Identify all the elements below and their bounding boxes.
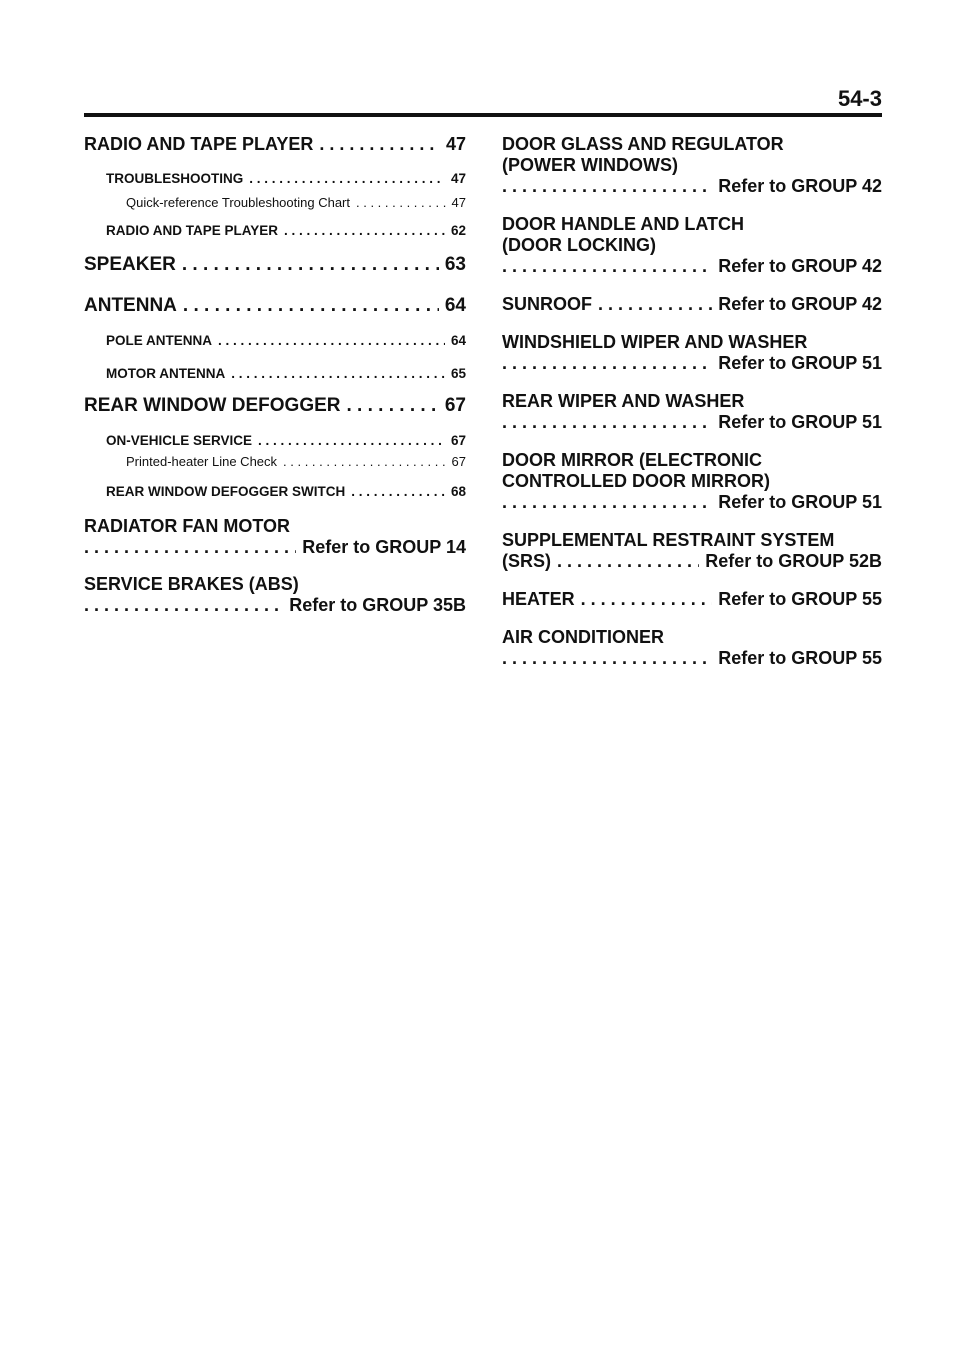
dot-leader [502, 176, 712, 197]
dot-leader [84, 595, 283, 616]
toc-ref-title: (POWER WINDOWS) [502, 155, 678, 175]
toc-ref-line [502, 176, 882, 197]
toc-entry[interactable] [84, 134, 466, 155]
toc-ref-line [502, 589, 882, 610]
dot-leader [581, 589, 713, 610]
toc-ref-group: Refer to GROUP 14 [302, 537, 466, 557]
toc-ref-group: Refer to GROUP 55 [718, 648, 882, 668]
page-number: 54-3 [837, 86, 882, 111]
toc-entry-title: Printed-heater Line Check [126, 454, 278, 469]
toc-ref-line [502, 412, 882, 433]
toc-entry-title: SPEAKER [84, 254, 176, 275]
toc-entry-page: 67 [444, 395, 466, 416]
toc-entry-page: 68 [450, 484, 466, 499]
dot-leader [557, 551, 699, 572]
toc-ref-entry[interactable] [502, 332, 882, 374]
toc-entry-page: 64 [450, 333, 466, 348]
dot-leader [284, 223, 445, 238]
toc-entry-title: ON-VEHICLE SERVICE [106, 433, 253, 448]
toc-ref-line [502, 256, 882, 277]
dot-leader [356, 195, 446, 210]
toc-entry-page: 65 [450, 366, 466, 381]
toc-ref-title: RADIATOR FAN MOTOR [84, 516, 290, 536]
toc-entry-page: 63 [444, 254, 466, 275]
dot-leader [502, 256, 712, 277]
toc-right-column [502, 132, 882, 669]
toc-entry-title: POLE ANTENNA [106, 333, 213, 348]
toc-entry-title: REAR WINDOW DEFOGGER [84, 395, 341, 416]
toc-entry-title: TROUBLESHOOTING [106, 171, 244, 186]
toc-ref-group: Refer to GROUP 51 [718, 412, 882, 432]
dot-leader [283, 454, 446, 469]
dot-leader [183, 295, 439, 317]
toc-entry[interactable] [84, 223, 466, 238]
toc-ref-group: Refer to GROUP 42 [718, 256, 882, 276]
toc-ref-entry[interactable] [502, 589, 882, 610]
toc-ref-line [502, 492, 882, 513]
toc-ref-title: REAR WIPER AND WASHER [502, 391, 745, 411]
toc-entry-page: 62 [450, 223, 466, 238]
toc-ref-entry[interactable] [502, 530, 882, 572]
toc-ref-title: DOOR GLASS AND REGULATOR [502, 134, 784, 154]
toc-entry[interactable] [84, 433, 466, 448]
dot-leader [502, 492, 712, 513]
toc-entry-title: REAR WINDOW DEFOGGER SWITCH [106, 484, 346, 499]
toc-ref-entry[interactable] [502, 627, 882, 669]
dot-leader [502, 353, 712, 374]
toc-entry-page: 47 [451, 195, 466, 210]
toc-entry[interactable] [84, 395, 466, 417]
toc-ref-group: Refer to GROUP 42 [718, 176, 882, 196]
toc-ref-entry[interactable] [84, 516, 466, 558]
toc-entry[interactable] [84, 454, 466, 469]
toc-entry-title: RADIO AND TAPE PLAYER [106, 223, 279, 238]
toc-entry-page: 67 [451, 454, 466, 469]
toc-ref-line [502, 353, 882, 374]
toc-ref-line [84, 595, 466, 616]
toc-ref-title: HEATER [502, 589, 575, 609]
dot-leader [351, 484, 445, 499]
toc-entry[interactable] [84, 171, 466, 186]
toc-ref-entry[interactable] [502, 214, 882, 277]
toc-ref-line [502, 294, 882, 315]
toc-ref-title: (DOOR LOCKING) [502, 235, 656, 255]
dot-leader [231, 366, 445, 381]
dot-leader [84, 537, 296, 558]
toc-entry[interactable] [84, 195, 466, 210]
toc-ref-entry[interactable] [84, 574, 466, 616]
toc-entry-title: ANTENNA [84, 295, 177, 316]
dot-leader [319, 134, 440, 155]
toc-ref-title: DOOR MIRROR (ELECTRONIC [502, 450, 762, 470]
toc-ref-group: Refer to GROUP 51 [718, 353, 882, 373]
toc-ref-title: DOOR HANDLE AND LATCH [502, 214, 744, 234]
toc-ref-title: SUPPLEMENTAL RESTRAINT SYSTEM [502, 530, 835, 550]
toc-ref-line [502, 551, 882, 572]
toc-ref-title: SUNROOF [502, 294, 592, 314]
toc-ref-group: Refer to GROUP 55 [718, 589, 882, 609]
toc-ref-entry[interactable] [502, 294, 882, 315]
toc-ref-title: AIR CONDITIONER [502, 627, 664, 647]
toc-entry[interactable] [84, 295, 466, 317]
toc-ref-group: Refer to GROUP 42 [718, 294, 882, 314]
dot-leader [258, 433, 445, 448]
toc-entry[interactable] [84, 366, 466, 381]
toc-left-column [84, 132, 466, 616]
dot-leader [502, 648, 712, 669]
toc-entry-page: 47 [445, 134, 466, 154]
dot-leader [218, 333, 445, 348]
toc-ref-title: (SRS) [502, 551, 551, 571]
toc-ref-entry[interactable] [502, 391, 882, 433]
toc-entry-page: 47 [450, 171, 466, 186]
toc-entry-title: RADIO AND TAPE PLAYER [84, 134, 314, 154]
toc-ref-line [84, 537, 466, 558]
toc-entry-page: 67 [450, 433, 466, 448]
header-rule [84, 113, 882, 117]
toc-ref-title: SERVICE BRAKES (ABS) [84, 574, 299, 594]
toc-entry[interactable] [84, 333, 466, 348]
toc-entry-title: MOTOR ANTENNA [106, 366, 226, 381]
toc-ref-title: WINDSHIELD WIPER AND WASHER [502, 332, 808, 352]
toc-ref-group: Refer to GROUP 52B [705, 551, 882, 571]
dot-leader [249, 171, 445, 186]
toc-ref-entry[interactable] [502, 450, 882, 513]
toc-ref-line [502, 648, 882, 669]
toc-entry[interactable] [84, 484, 466, 499]
toc-ref-title: CONTROLLED DOOR MIRROR) [502, 471, 770, 491]
toc-entry-page: 64 [444, 295, 466, 316]
dot-leader [182, 254, 439, 276]
toc-entry[interactable] [84, 254, 466, 276]
toc-ref-group: Refer to GROUP 51 [718, 492, 882, 512]
toc-ref-group: Refer to GROUP 35B [289, 595, 466, 615]
dot-leader [347, 395, 439, 417]
dot-leader [502, 412, 712, 433]
dot-leader [598, 294, 712, 315]
toc-entry-title: Quick-reference Troubleshooting Chart [126, 195, 351, 210]
toc-ref-entry[interactable] [502, 134, 882, 197]
